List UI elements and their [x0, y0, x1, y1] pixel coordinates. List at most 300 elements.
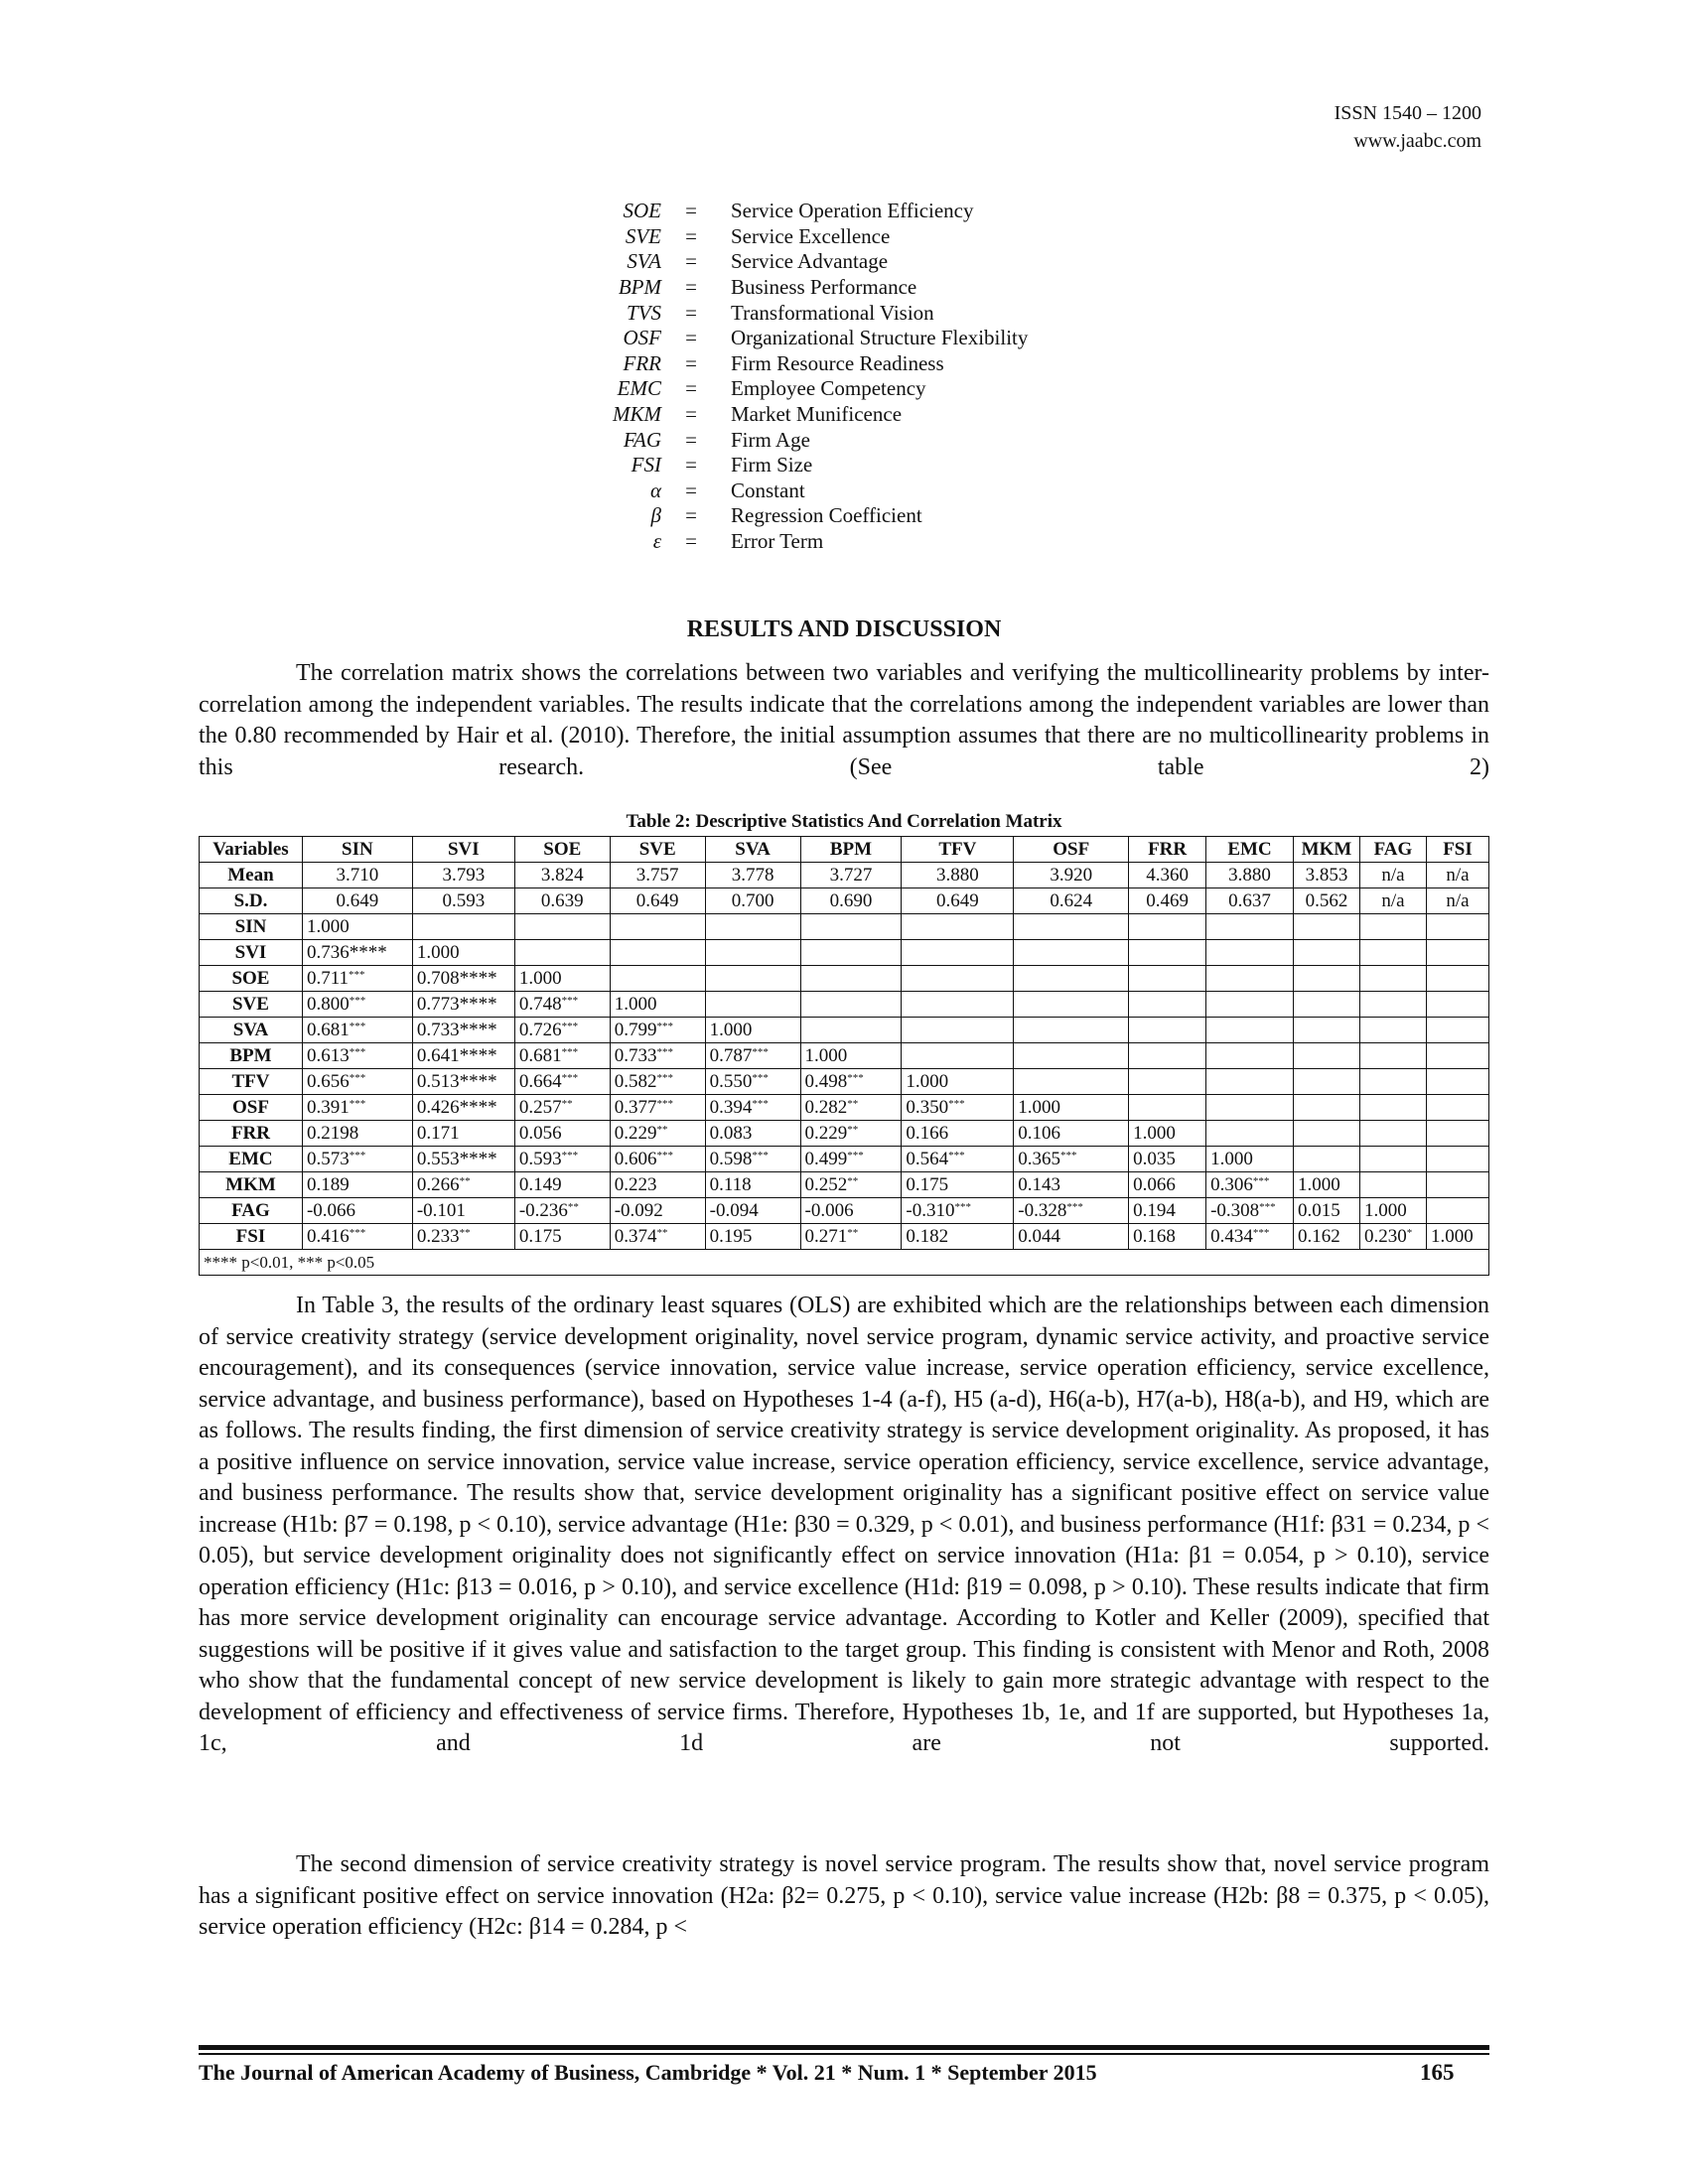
table-cell [1294, 1147, 1360, 1172]
table-cell: n/a [1426, 863, 1488, 888]
correlation-value: 0.573 [306, 1148, 350, 1169]
table-cell [412, 1224, 514, 1250]
table-cell [1129, 1121, 1206, 1147]
significance-marker: ** [561, 1097, 573, 1110]
table-cell [800, 1224, 902, 1250]
table-cell [1294, 1069, 1360, 1095]
table-cell [514, 966, 610, 992]
significance-marker: *** [349, 1045, 366, 1058]
paragraph-ols-results: In Table 3, the results of the ordinary least squares (OLS) are exhibited which are the relationships between each dimension of service creativity strategy (service development originality, novel service program, dynamic service activity, and proactive service encouragement), and its consequences (service innovation, service value increase, service operation efficiency, service excellence, service advantage, and business performance), based on Hypotheses 1-4 (a-f), H5 (a-d), H6(a-b), H7(a-b), H8(a-b), and H9, which are as follows. The results finding, the first dimension of service creativity strategy is service development originality. As proposed, it has a positive influence on service innovation, service value increase, service operation efficiency, service excellence, service advantage, and business performance. The results show that, service development originality has a significant positive effect on service value increase (H1b: β7 = 0.198, p < 0.10), service advantage (H1e: β30 = 0.329, p < 0.01), and business performance (H1f: β31 = 0.234, p < 0.05), but service development originality does not significantly effect on service innovation (H1a: β1 = 0.054, p > 0.10), service operation efficiency (H1c: β13 = 0.016, p > 0.10), and service excellence (H1d: β19 = 0.098, p > 0.10). These results indicate that firm has more service development originality can encourage service advantage. According to Kotler and Keller (2009), specified that suggestions will be positive if it gives value and satisfaction to the target group. This finding is consistent with Menor and Roth, 2008 who show that the fundamental concept of new service development is likely to gain more strategic advantage with respect to the development of efficiency and effectiveness of service firms. Therefore, Hypotheses 1b, 1e, and 1f are supported, but Hypotheses 1a, 1c, and 1d are not supported. [199, 1293, 1489, 1756]
table-cell [902, 914, 1014, 940]
table-cell [1206, 992, 1294, 1018]
table-cell [302, 1069, 412, 1095]
table-cell [1129, 966, 1206, 992]
table-cell [705, 1121, 800, 1147]
table-cell [412, 1095, 514, 1121]
abbreviation-row [586, 351, 1028, 377]
table-cell [610, 940, 705, 966]
table-cell [1359, 1121, 1426, 1147]
significance-marker: ** [847, 1123, 859, 1136]
correlation-value: -0.236 [518, 1199, 568, 1221]
table-cell [1129, 1069, 1206, 1095]
abbreviation-code: β [650, 503, 661, 528]
correlation-value: 0.365 [1018, 1148, 1061, 1169]
correlation-value: 0.229 [614, 1122, 657, 1144]
abbreviation-code: FRR [623, 350, 661, 375]
table-cell [412, 1172, 514, 1198]
table-cell [514, 940, 610, 966]
column-header: SVI [412, 837, 514, 863]
table-cell [1426, 1172, 1488, 1198]
significance-marker: *** [561, 994, 579, 1007]
table-cell [1206, 1121, 1294, 1147]
table-cell [514, 1198, 610, 1224]
significance-marker: *** [752, 1071, 769, 1084]
table-cell: 4.360 [1129, 863, 1206, 888]
table-cell [1359, 1224, 1426, 1250]
table-cell [800, 1147, 902, 1172]
table-cell [514, 1095, 610, 1121]
table-cell [705, 992, 800, 1018]
table-cell [1129, 914, 1206, 940]
table-cell: 0.624 [1014, 888, 1129, 914]
table-cell [1294, 1018, 1360, 1043]
table-cell [610, 1043, 705, 1069]
table-cell [1014, 940, 1129, 966]
table-cell [1206, 1095, 1294, 1121]
correlation-value: 0.195 [709, 1225, 753, 1247]
significance-marker: *** [656, 1097, 673, 1110]
table-title: Table 2: Descriptive Statistics And Correlation Matrix [626, 811, 1062, 832]
table-cell [902, 1043, 1014, 1069]
table-cell [1426, 1069, 1488, 1095]
abbreviation-code: TVS [626, 300, 661, 325]
abbreviation-definition: Firm Age [731, 427, 810, 452]
correlation-value: 0.149 [518, 1173, 562, 1195]
significance-marker: *** [561, 1020, 579, 1032]
table-cell [302, 1095, 412, 1121]
correlation-value: 1.000 [906, 1070, 949, 1092]
table-cell [1359, 914, 1426, 940]
correlation-value: 0.035 [1133, 1148, 1176, 1169]
correlation-value: 0.726 [518, 1019, 562, 1040]
table-cell [902, 966, 1014, 992]
table-cell [1014, 1147, 1129, 1172]
table-cell: 0.639 [514, 888, 610, 914]
table-cell [1359, 1147, 1426, 1172]
table-cell [1206, 1198, 1294, 1224]
correlation-value: 0.066 [1133, 1173, 1176, 1195]
table-cell [1129, 1018, 1206, 1043]
table-cell [1294, 914, 1360, 940]
equals-sign: = [685, 275, 697, 300]
correlation-value: 0.350 [906, 1096, 949, 1118]
table-cell [1294, 1121, 1360, 1147]
correlation-value: 0.513**** [416, 1070, 497, 1092]
correlation-value: -0.092 [614, 1199, 663, 1221]
correlation-value: -0.066 [306, 1199, 356, 1221]
table-cell [705, 914, 800, 940]
table-cell [1014, 1224, 1129, 1250]
row-label: BPM [200, 1043, 303, 1069]
table-cell [1206, 966, 1294, 992]
correlation-value: 0.434 [1210, 1225, 1253, 1247]
table-cell [514, 1224, 610, 1250]
table-cell [902, 1224, 1014, 1250]
table-cell [412, 1018, 514, 1043]
correlation-row [200, 940, 1489, 966]
table-cell [302, 1198, 412, 1224]
significance-marker: ** [847, 1174, 859, 1187]
correlation-value: 0.189 [306, 1173, 350, 1195]
table-cell [902, 1121, 1014, 1147]
footer-rule-thick [199, 2045, 1489, 2050]
table-cell [514, 1121, 610, 1147]
row-label: SIN [200, 914, 303, 940]
table-cell: 0.700 [705, 888, 800, 914]
table-cell [302, 1043, 412, 1069]
table-cell: 3.880 [902, 863, 1014, 888]
significance-marker: *** [847, 1149, 864, 1161]
table-cell [800, 1172, 902, 1198]
abbreviation-row [586, 478, 1028, 504]
correlation-row [200, 992, 1489, 1018]
significance-marker: *** [847, 1071, 864, 1084]
table-cell [1294, 1198, 1360, 1224]
table-cell: n/a [1426, 888, 1488, 914]
abbreviation-row [586, 224, 1028, 250]
table-cell [1129, 940, 1206, 966]
equals-sign: = [685, 478, 697, 502]
table-cell [1294, 966, 1360, 992]
table-cell [1014, 1018, 1129, 1043]
table-cell [1014, 1069, 1129, 1095]
abbreviation-code: BPM [618, 275, 661, 300]
table-cell: 3.793 [412, 863, 514, 888]
table-cell [1206, 1147, 1294, 1172]
table-cell [1294, 1224, 1360, 1250]
correlation-value: 0.391 [306, 1096, 350, 1118]
correlation-value: -0.006 [804, 1199, 854, 1221]
table-cell [1014, 966, 1129, 992]
table-cell [302, 1147, 412, 1172]
table-cell [1359, 1043, 1426, 1069]
significance-marker: *** [948, 1149, 965, 1161]
row-label: SVI [200, 940, 303, 966]
table-cell [800, 1198, 902, 1224]
column-header-variables: Variables [200, 837, 303, 863]
table-cell [1359, 992, 1426, 1018]
journal-url: www.jaabc.com [1353, 130, 1481, 152]
section-title: RESULTS AND DISCUSSION [686, 616, 1002, 642]
abbreviation-definition: Service Operation Efficiency [731, 199, 974, 223]
column-header: FAG [1359, 837, 1426, 863]
abbreviation-code: EMC [617, 376, 661, 401]
row-label: MKM [200, 1172, 303, 1198]
correlation-value: 0.606 [614, 1148, 657, 1169]
page-number: 165 [1420, 2060, 1455, 2085]
equals-sign: = [685, 199, 697, 223]
correlation-value: 1.000 [306, 915, 350, 937]
table-header-row [200, 837, 1489, 863]
table-cell [1294, 940, 1360, 966]
equals-sign: = [685, 427, 697, 452]
abbreviation-row [586, 427, 1028, 453]
issn-text: ISSN 1540 – 1200 [1334, 102, 1481, 124]
correlation-value: 0.168 [1133, 1225, 1176, 1247]
table-cell [412, 940, 514, 966]
table-cell [1129, 1172, 1206, 1198]
correlation-value: 0.748 [518, 993, 562, 1015]
correlation-row [200, 1121, 1489, 1147]
correlation-value: 0.271 [804, 1225, 848, 1247]
correlation-value: 1.000 [416, 941, 460, 963]
table-cell [1014, 914, 1129, 940]
table-cell [1294, 1095, 1360, 1121]
correlation-value: 0.118 [709, 1173, 752, 1195]
abbreviation-definition: Business Performance [731, 275, 917, 300]
correlation-value: 1.000 [1430, 1225, 1474, 1247]
correlation-value: 0.233 [416, 1225, 460, 1247]
equals-sign: = [685, 326, 697, 350]
column-header: OSF [1014, 837, 1129, 863]
table-cell [302, 940, 412, 966]
correlation-value: 0.162 [1298, 1225, 1340, 1247]
column-header: SIN [302, 837, 412, 863]
row-label: SVE [200, 992, 303, 1018]
correlation-value: -0.310 [906, 1199, 955, 1221]
significance-marker: *** [349, 1071, 366, 1084]
row-label: SVA [200, 1018, 303, 1043]
abbreviation-definition: Service Advantage [731, 249, 889, 274]
significance-marker: ** [459, 1174, 471, 1187]
table-cell [800, 940, 902, 966]
abbreviation-definition: Market Munificence [731, 402, 903, 427]
table-cell [705, 966, 800, 992]
table-cell [412, 1069, 514, 1095]
table-cell [1206, 940, 1294, 966]
table-cell [902, 1069, 1014, 1095]
table-cell [1014, 1095, 1129, 1121]
equals-sign: = [685, 350, 697, 375]
correlation-value: 0.143 [1018, 1173, 1061, 1195]
correlation-value: 0.083 [709, 1122, 753, 1144]
significance-marker: *** [1066, 1200, 1083, 1213]
table-cell [514, 914, 610, 940]
table-cell [1426, 1043, 1488, 1069]
table-cell: 3.824 [514, 863, 610, 888]
abbreviation-code: SOE [623, 199, 661, 223]
significance-marker: ** [656, 1123, 668, 1136]
correlation-value: 0.711 [306, 967, 349, 989]
table-cell [1129, 1224, 1206, 1250]
correlation-value: 1.000 [518, 967, 562, 989]
table-cell [705, 1172, 800, 1198]
correlation-value: 0.374 [614, 1225, 657, 1247]
table-cell [1426, 1095, 1488, 1121]
abbreviation-definition: Constant [731, 478, 805, 502]
table-cell [1129, 992, 1206, 1018]
table-cell: 3.778 [705, 863, 800, 888]
correlation-row [200, 1018, 1489, 1043]
correlation-row [200, 1198, 1489, 1224]
correlation-row [200, 1172, 1489, 1198]
table-note-row [200, 1250, 1489, 1276]
table-cell [1426, 1121, 1488, 1147]
correlation-value: 1.000 [1133, 1122, 1176, 1144]
table-cell [1206, 1018, 1294, 1043]
abbreviation-code: OSF [623, 326, 661, 350]
abbreviation-row [586, 249, 1028, 275]
correlation-value: 0.182 [906, 1225, 949, 1247]
table-cell [800, 1018, 902, 1043]
table-cell [800, 1095, 902, 1121]
significance-marker: ** [847, 1097, 859, 1110]
table-cell [1426, 966, 1488, 992]
table-cell [1294, 1172, 1360, 1198]
abbreviation-definition: Organizational Structure Flexibility [731, 326, 1029, 350]
table-cell [902, 1147, 1014, 1172]
significance-marker: *** [656, 1020, 673, 1032]
significance-marker: *** [561, 1045, 579, 1058]
abbreviation-definition: Employee Competency [731, 376, 926, 401]
table-cell [800, 992, 902, 1018]
significance-marker: *** [349, 1149, 366, 1161]
abbreviation-definition: Transformational Vision [731, 300, 934, 325]
table-cell [1359, 1069, 1426, 1095]
correlation-value: 0.056 [518, 1122, 562, 1144]
table-cell [610, 1121, 705, 1147]
table-cell [1426, 1198, 1488, 1224]
abbreviation-list [586, 199, 1028, 554]
correlation-row [200, 1147, 1489, 1172]
correlation-value: 0.306 [1210, 1173, 1253, 1195]
table-cell [610, 992, 705, 1018]
row-label: SOE [200, 966, 303, 992]
table-cell [412, 992, 514, 1018]
row-label: FRR [200, 1121, 303, 1147]
table-cell [1014, 1121, 1129, 1147]
paragraph-novel-service: The second dimension of service creativity strategy is novel service program. The results show that, novel service program has a significant positive effect on service innovation (H2a: β2= 0.275, p < 0.10), service value increase (H2b: β8 = 0.375, p < 0.05), service operation efficiency (H2c: β14 = 0.284, p < [199, 1851, 1489, 1940]
correlation-row [200, 1224, 1489, 1250]
table-cell [1014, 992, 1129, 1018]
equals-sign: = [685, 453, 697, 478]
table-cell [1014, 1172, 1129, 1198]
correlation-value: 0.015 [1298, 1199, 1340, 1221]
correlation-value: 0.773**** [416, 993, 497, 1015]
correlation-value: 0.708**** [416, 967, 497, 989]
table-cell [902, 992, 1014, 1018]
table-cell [800, 1069, 902, 1095]
equals-sign: = [685, 300, 697, 325]
significance-marker: ** [459, 1226, 471, 1239]
correlation-value: 0.230 [1363, 1225, 1407, 1247]
column-header: MKM [1294, 837, 1360, 863]
table-cell [610, 966, 705, 992]
column-header: BPM [800, 837, 902, 863]
table-cell [1359, 1018, 1426, 1043]
table-cell [800, 1121, 902, 1147]
equals-sign: = [685, 223, 697, 248]
table-cell [1426, 992, 1488, 1018]
equals-sign: = [685, 249, 697, 274]
correlation-row [200, 914, 1489, 940]
correlation-value: 0.044 [1018, 1225, 1061, 1247]
correlation-value: 0.498 [804, 1070, 848, 1092]
correlation-value: 0.252 [804, 1173, 848, 1195]
significance-marker: *** [561, 1149, 579, 1161]
abbreviation-row [586, 275, 1028, 301]
correlation-value: -0.328 [1018, 1199, 1067, 1221]
table-cell: 0.649 [302, 888, 412, 914]
significance-marker: ** [847, 1226, 859, 1239]
significance-marker: *** [349, 1097, 366, 1110]
correlation-value: 0.171 [416, 1122, 460, 1144]
correlation-value: 0.800 [306, 993, 350, 1015]
correlation-row [200, 1043, 1489, 1069]
correlation-value: 1.000 [1018, 1096, 1061, 1118]
table-cell [800, 1043, 902, 1069]
correlation-value: 0.266 [416, 1173, 460, 1195]
paragraph-correlation: The correlation matrix shows the correlations between two variables and verifying the multicollinearity problems by inter-correlation among the independent variables. The results indicate that the correlations among the independent variables are lower than the 0.80 recommended by Hair et al. (2010). Therefore, the initial assumption assumes that there are no multicollinearity problems in this research. (See table 2) [199, 660, 1489, 780]
table-cell [902, 1172, 1014, 1198]
table-cell [1206, 1043, 1294, 1069]
significance-marker: *** [752, 1149, 769, 1161]
row-label: S.D. [200, 888, 303, 914]
table-cell [800, 966, 902, 992]
correlation-value: 0.598 [709, 1148, 753, 1169]
table-cell [514, 1043, 610, 1069]
table-cell [412, 1198, 514, 1224]
table-cell [902, 1198, 1014, 1224]
correlation-value: 1.000 [1210, 1148, 1253, 1169]
table-cell [1426, 914, 1488, 940]
correlation-value: 0.736**** [306, 941, 387, 963]
significance-marker: *** [954, 1200, 971, 1213]
table-cell [412, 1147, 514, 1172]
column-header: FSI [1426, 837, 1488, 863]
correlation-row [200, 1069, 1489, 1095]
table-cell [514, 1147, 610, 1172]
column-header: EMC [1206, 837, 1294, 863]
table-cell [705, 940, 800, 966]
significance-marker: *** [656, 1045, 673, 1058]
correlation-value: -0.094 [709, 1199, 759, 1221]
correlation-value: 0.257 [518, 1096, 562, 1118]
table-cell [302, 1018, 412, 1043]
correlation-value: 0.641**** [416, 1044, 497, 1066]
significance-note: **** p<0.01, *** p<0.05 [200, 1250, 1489, 1276]
column-header: SOE [514, 837, 610, 863]
abbreviation-definition: Error Term [731, 529, 824, 554]
significance-marker: * [1406, 1226, 1413, 1239]
table-cell [1359, 1198, 1426, 1224]
table-cell: 0.469 [1129, 888, 1206, 914]
significance-marker: *** [349, 1226, 366, 1239]
footer-journal-title: The Journal of American Academy of Business, Cambridge * Vol. 21 * Num. 1 * September 2015 [199, 2060, 1097, 2085]
column-header: FRR [1129, 837, 1206, 863]
row-label: Mean [200, 863, 303, 888]
equals-sign: = [685, 529, 697, 554]
abbreviation-row [586, 199, 1028, 224]
correlation-value: 0.499 [804, 1148, 848, 1169]
correlation-value: 0.582 [614, 1070, 657, 1092]
table-cell [412, 1043, 514, 1069]
correlation-value: 0.733**** [416, 1019, 497, 1040]
correlation-value: 0.2198 [306, 1122, 359, 1144]
correlation-value: 0.733 [614, 1044, 657, 1066]
table-cell [514, 1172, 610, 1198]
